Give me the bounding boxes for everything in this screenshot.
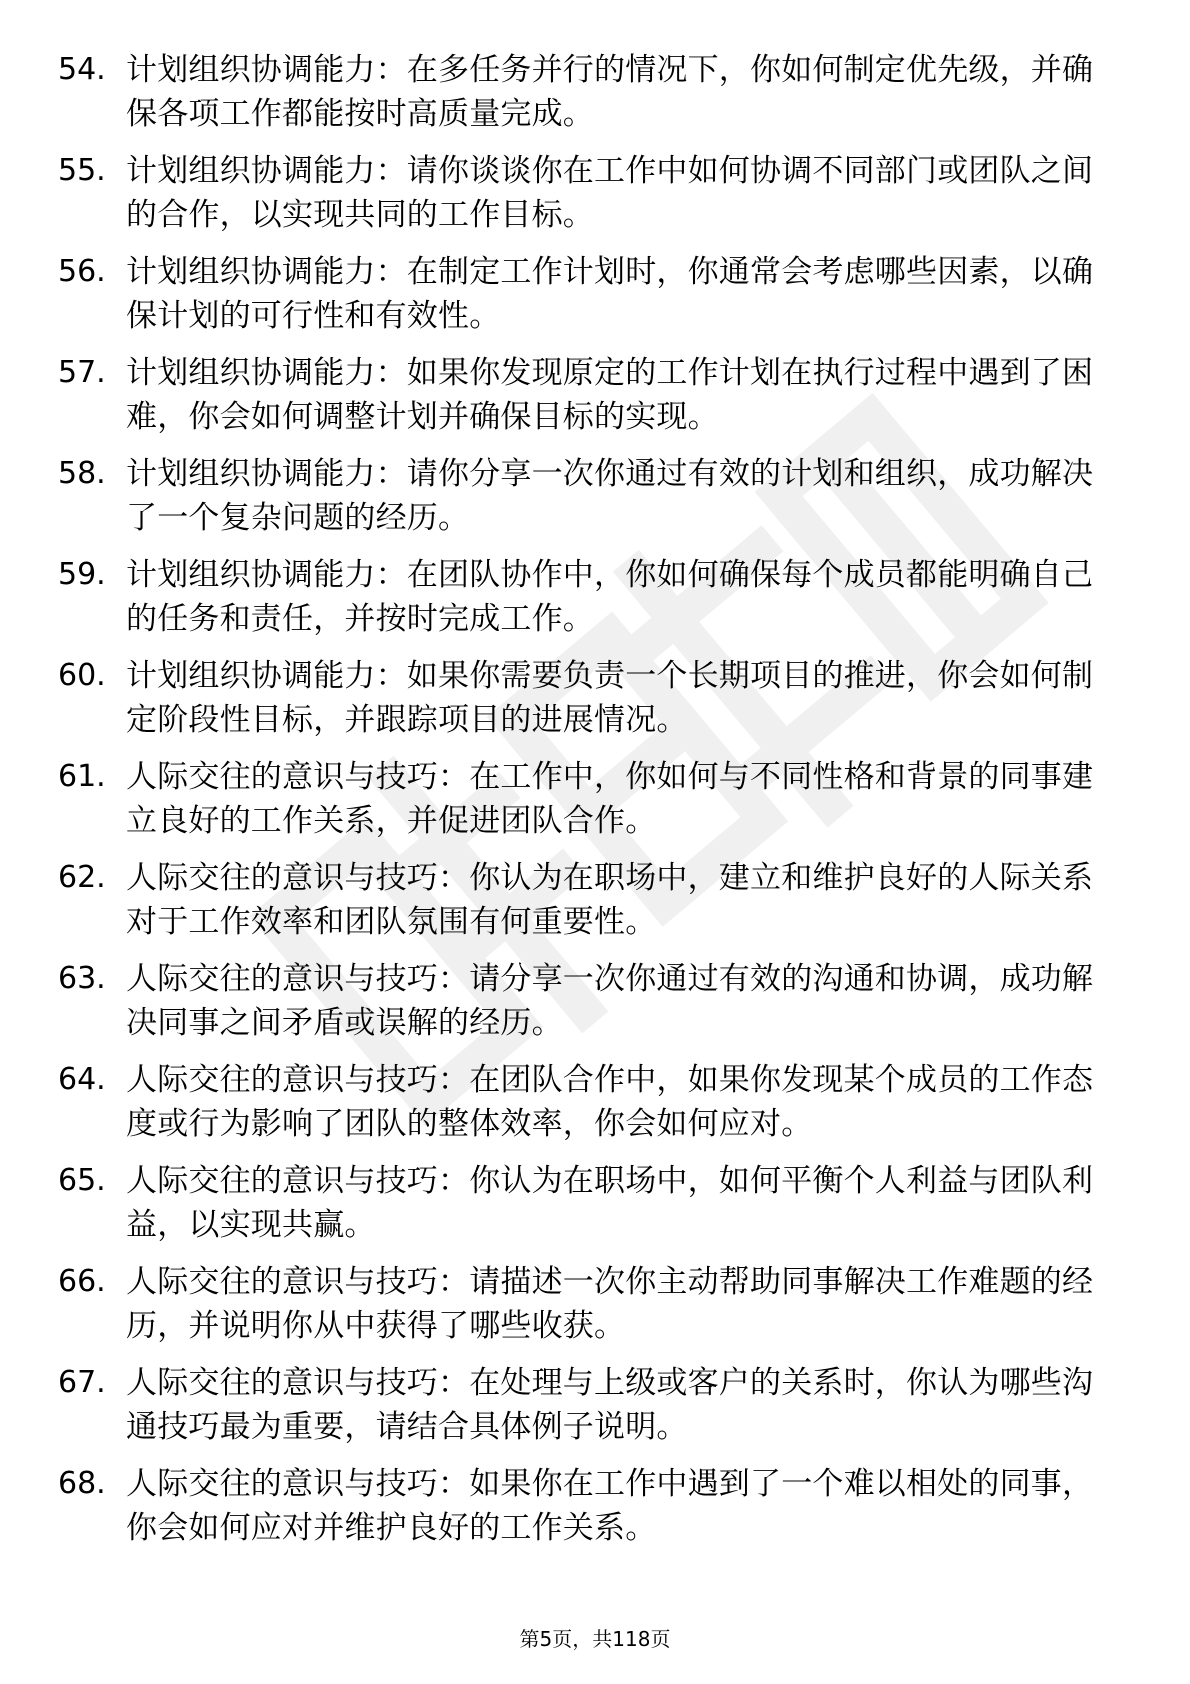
question-number: 56.	[58, 254, 106, 289]
question-list	[58, 48, 1118, 1563]
question-item	[58, 149, 1118, 237]
question-item	[58, 1058, 1118, 1146]
question-text: 计划组织协调能力：如果你需要负责一个长期项目的推进，你会如何制定阶段性目标，并跟踪项目的进展情况。	[126, 658, 1094, 738]
question-number: 65.	[58, 1163, 106, 1198]
question-text: 计划组织协调能力：在多任务并行的情况下，你如何制定优先级，并确保各项工作都能按时高质量完成。	[126, 52, 1094, 132]
question-number: 62.	[58, 860, 106, 895]
question-number: 68.	[58, 1466, 106, 1501]
question-text: 人际交往的意识与技巧：如果你在工作中遇到了一个难以相处的同事，你会如何应对并维护良好的工作关系。	[126, 1466, 1094, 1546]
question-text: 人际交往的意识与技巧：在团队合作中，如果你发现某个成员的工作态度或行为影响了团队的整体效率，你会如何应对。	[126, 1062, 1094, 1142]
question-item	[58, 755, 1118, 843]
question-item	[58, 654, 1118, 742]
question-text: 计划组织协调能力：在制定工作计划时，你通常会考虑哪些因素，以确保计划的可行性和有效性。	[126, 254, 1094, 334]
question-item	[58, 1159, 1118, 1247]
question-number: 55.	[58, 153, 106, 188]
question-text: 人际交往的意识与技巧：你认为在职场中，如何平衡个人利益与团队利益，以实现共赢。	[126, 1163, 1094, 1243]
question-text: 计划组织协调能力：如果你发现原定的工作计划在执行过程中遇到了困难，你会如何调整计划并确保目标的实现。	[126, 355, 1094, 435]
question-number: 57.	[58, 355, 106, 390]
question-text: 计划组织协调能力：请你分享一次你通过有效的计划和组织，成功解决了一个复杂问题的经历。	[126, 456, 1094, 536]
question-number: 63.	[58, 961, 106, 996]
question-text: 计划组织协调能力：在团队协作中，你如何确保每个成员都能明确自己的任务和责任，并按时完成工作。	[126, 557, 1094, 637]
question-item	[58, 553, 1118, 641]
question-number: 66.	[58, 1264, 106, 1299]
question-text: 人际交往的意识与技巧：你认为在职场中，建立和维护良好的人际关系对于工作效率和团队氛围有何重要性。	[126, 860, 1094, 940]
question-item	[58, 1361, 1118, 1449]
question-text: 人际交往的意识与技巧：在工作中，你如何与不同性格和背景的同事建立良好的工作关系，并促进团队合作。	[126, 759, 1094, 839]
question-item	[58, 856, 1118, 944]
question-text: 人际交往的意识与技巧：请描述一次你主动帮助同事解决工作难题的经历，并说明你从中获得了哪些收获。	[126, 1264, 1094, 1344]
question-item	[58, 351, 1118, 439]
question-item	[58, 452, 1118, 540]
question-number: 61.	[58, 759, 106, 794]
page-number-footer: 第5页，共118页	[519, 1627, 671, 1651]
question-item	[58, 957, 1118, 1045]
question-item	[58, 1260, 1118, 1348]
question-text: 人际交往的意识与技巧：在处理与上级或客户的关系时，你认为哪些沟通技巧最为重要，请结合具体例子说明。	[126, 1365, 1094, 1445]
question-text: 人际交往的意识与技巧：请分享一次你通过有效的沟通和协调，成功解决同事之间矛盾或误解的经历。	[126, 961, 1094, 1041]
question-text: 计划组织协调能力：请你谈谈你在工作中如何协调不同部门或团队之间的合作，以实现共同的工作目标。	[126, 153, 1094, 233]
question-number: 67.	[58, 1365, 106, 1400]
question-number: 54.	[58, 52, 106, 87]
question-number: 59.	[58, 557, 106, 592]
question-number: 58.	[58, 456, 106, 491]
question-item	[58, 48, 1118, 136]
question-item	[58, 1462, 1118, 1550]
question-number: 64.	[58, 1062, 106, 1097]
question-number: 60.	[58, 658, 106, 693]
question-item	[58, 250, 1118, 338]
